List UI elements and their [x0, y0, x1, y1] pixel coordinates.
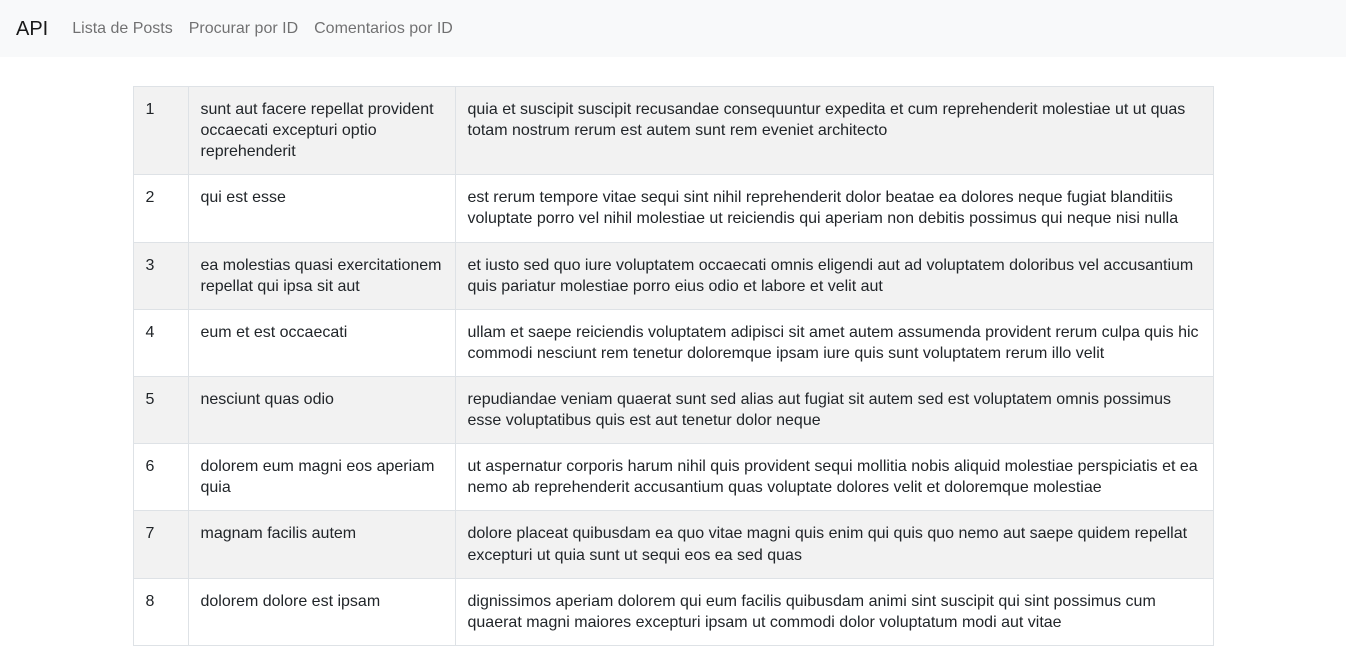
navbar-brand[interactable]: API [16, 17, 49, 40]
post-title-cell: eum et est occaecati [188, 309, 455, 376]
nav-link-lista-de-posts[interactable]: Lista de Posts [72, 19, 173, 37]
post-body-cell: est rerum tempore vitae sequi sint nihil reprehenderit dolor beatae ea dolores neque fugiat blanditiis voluptate porro vel nihil molestiae ut reiciendis qui aperiam non debitis possimus qui neque nisi nulla [455, 175, 1213, 242]
posts-table-body [133, 87, 1213, 646]
post-title-cell: qui est esse [188, 175, 455, 242]
post-id-cell: 3 [133, 242, 188, 309]
post-body-cell: dolore placeat quibusdam ea quo vitae magni quis enim qui quis quo nemo aut saepe quidem repellat excepturi ut quia sunt ut sequi eos ea sed quas [455, 511, 1213, 578]
post-id-cell: 2 [133, 175, 188, 242]
post-body-cell: quia et suscipit suscipit recusandae consequuntur expedita et cum reprehenderit molestiae ut ut quas totam nostrum rerum est autem sunt rem eveniet architecto [455, 87, 1213, 175]
post-body-cell: ullam et saepe reiciendis voluptatem adipisci sit amet autem assumenda provident rerum culpa quis hic commodi nesciunt rem tenetur doloremque ipsam iure quis sunt voluptatem rerum illo velit [455, 309, 1213, 376]
table-row [133, 242, 1213, 309]
post-title-cell: dolorem dolore est ipsam [188, 578, 455, 645]
table-row [133, 444, 1213, 511]
nav-link-comentarios-por-id[interactable]: Comentarios por ID [314, 19, 453, 37]
post-body-cell: repudiandae veniam quaerat sunt sed alias aut fugiat sit autem sed est voluptatem omnis possimus esse voluptatibus quis est aut tenetur dolor neque [455, 376, 1213, 443]
posts-table [133, 86, 1214, 646]
post-body-cell: dignissimos aperiam dolorem qui eum facilis quibusdam animi sint suscipit qui sint possimus cum quaerat magni maiores excepturi ipsam ut commodi dolor voluptatum modi aut vitae [455, 578, 1213, 645]
post-id-cell: 8 [133, 578, 188, 645]
navbar [0, 0, 1346, 57]
post-id-cell: 5 [133, 376, 188, 443]
post-body-cell: ut aspernatur corporis harum nihil quis provident sequi mollitia nobis aliquid molestiae perspiciatis et ea nemo ab reprehenderit accusantium quas voluptate dolores velit et doloremque molestiae [455, 444, 1213, 511]
table-row [133, 175, 1213, 242]
post-title-cell: magnam facilis autem [188, 511, 455, 578]
post-id-cell: 1 [133, 87, 188, 175]
post-title-cell: ea molestias quasi exercitationem repellat qui ipsa sit aut [188, 242, 455, 309]
post-id-cell: 7 [133, 511, 188, 578]
nav-link-procurar-por-id[interactable]: Procurar por ID [188, 19, 299, 37]
post-title-cell: sunt aut facere repellat provident occaecati excepturi optio reprehenderit [188, 87, 455, 175]
table-row [133, 511, 1213, 578]
table-row [133, 87, 1213, 175]
post-body-cell: et iusto sed quo iure voluptatem occaecati omnis eligendi aut ad voluptatem doloribus vel accusantium quis pariatur molestiae porro eius odio et labore et velit aut [455, 242, 1213, 309]
table-row [133, 376, 1213, 443]
table-row [133, 309, 1213, 376]
post-id-cell: 6 [133, 444, 188, 511]
post-id-cell: 4 [133, 309, 188, 376]
main-content [133, 86, 1214, 646]
post-title-cell: nesciunt quas odio [188, 376, 455, 443]
table-row [133, 578, 1213, 645]
post-title-cell: dolorem eum magni eos aperiam quia [188, 444, 455, 511]
